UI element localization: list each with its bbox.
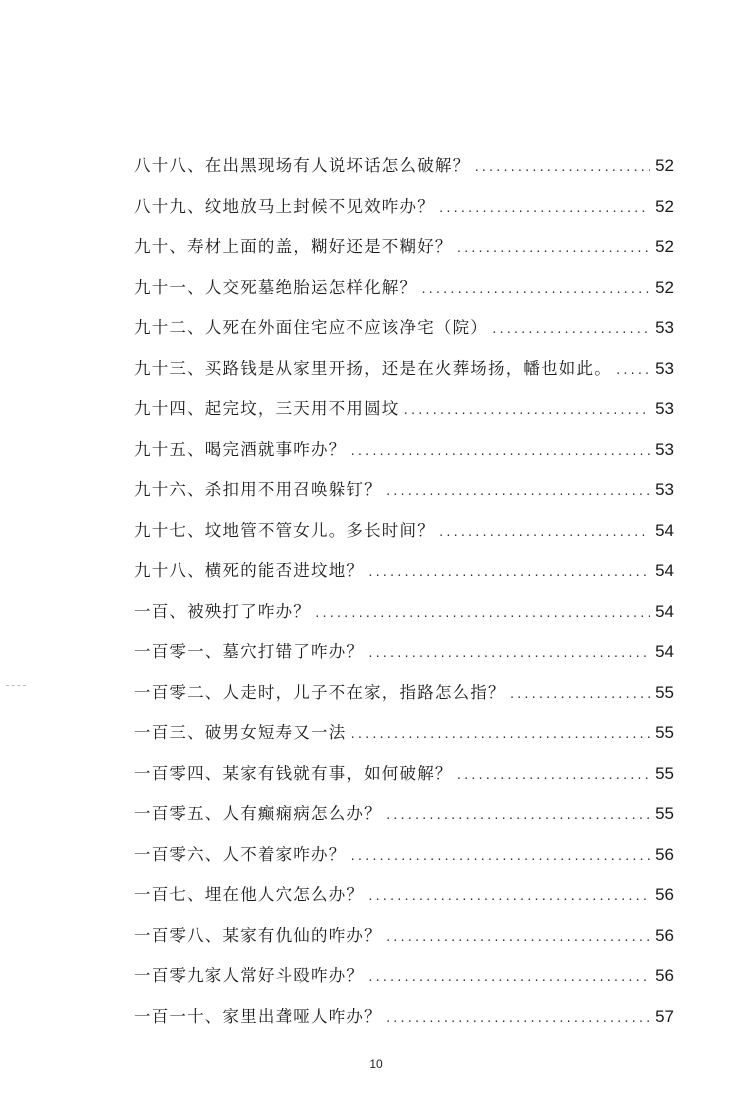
toc-leader-dots	[349, 432, 650, 473]
toc-leader-dots	[456, 756, 650, 797]
toc-entry-page: 54	[655, 642, 674, 661]
toc-entry-title: 一百零五、人有癫痫病怎么办？	[134, 804, 382, 823]
toc-entry	[134, 389, 674, 430]
toc-entry	[134, 470, 674, 511]
toc-entry	[134, 268, 674, 309]
toc-leader-dots	[367, 877, 650, 918]
toc-leader-dots	[438, 189, 650, 230]
toc-entry-page: 56	[655, 925, 674, 945]
toc-entry	[134, 794, 674, 835]
toc-entry-page: 56	[655, 885, 674, 904]
toc-entry-page: 53	[655, 318, 674, 337]
toc-entry-title: 八十九、纹地放马上封候不见效咋办？	[134, 196, 435, 216]
toc-entry-title: 一百、被殃打了咋办？	[134, 601, 311, 621]
toc-entry-title: 一百零八、某家有仇仙的咋办？	[134, 925, 382, 945]
toc-leader-dots	[403, 391, 651, 432]
toc-entry-page: 52	[655, 237, 674, 256]
margin-mark	[6, 685, 26, 686]
toc-leader-dots	[509, 675, 650, 716]
toc-leader-dots	[314, 594, 650, 635]
toc-leader-dots	[456, 229, 650, 270]
toc-leader-dots	[385, 472, 650, 513]
toc-leader-dots	[438, 513, 650, 554]
toc-entry-page: 52	[655, 196, 674, 216]
toc-entry-title: 一百零二、人走时，儿子不在家，指路怎么指？	[134, 682, 506, 702]
toc-entry-title: 九十二、人死在外面住宅应不应该净宅（院）	[134, 318, 488, 337]
toc-entry-page: 55	[655, 804, 674, 823]
toc-entry-title: 九十五、喝完酒就事咋办？	[134, 439, 347, 459]
toc-entry-title: 一百零四、某家有钱就有事，如何破解？	[134, 763, 453, 783]
toc-entry-title: 九十一、人交死墓绝胎运怎样化解？	[134, 277, 418, 297]
toc-entry-page: 53	[655, 399, 674, 418]
toc-entry-title: 一百一十、家里出聋哑人咋办？	[134, 1006, 382, 1026]
toc-entry	[134, 673, 674, 714]
toc-leader-dots	[367, 553, 650, 594]
toc-entry-page: 53	[655, 439, 674, 459]
toc-entry-title: 九十四、起完坟，三天用不用圆坟	[134, 399, 400, 418]
toc-leader-dots	[615, 351, 650, 392]
toc-leader-dots	[367, 634, 650, 675]
toc-entry	[134, 227, 674, 268]
toc-entry-title: 九十六、杀扣用不用召唤躲钉？	[134, 480, 382, 499]
toc-leader-dots	[473, 148, 650, 189]
toc-entry-title: 九十八、横死的能否进坟地？	[134, 561, 365, 580]
toc-leader-dots	[420, 270, 650, 311]
toc-entry-page: 56	[655, 966, 674, 985]
toc-entry	[134, 511, 674, 552]
toc-entry	[134, 349, 674, 390]
toc-entry-title: 一百七、埋在他人穴怎么办？	[134, 885, 365, 904]
toc-entry-page: 57	[655, 1006, 674, 1026]
toc-entry	[134, 875, 674, 916]
toc-entry-page: 52	[655, 156, 674, 175]
toc-entry-title: 一百零九家人常好斗殴咋办？	[134, 966, 365, 985]
page-number: 10	[369, 1057, 383, 1071]
toc-entry-title: 一百三、破男女短寿又一法	[134, 723, 347, 742]
toc-entry-page: 55	[655, 763, 674, 783]
toc-entry	[134, 997, 674, 1038]
toc-entry-page: 52	[655, 277, 674, 297]
toc-entry	[134, 430, 674, 471]
toc-leader-dots	[349, 715, 650, 756]
toc-entry-page: 54	[655, 601, 674, 621]
toc-entry-title: 九十七、坟地管不管女儿。多长时间？	[134, 520, 435, 540]
toc-entry-page: 55	[655, 682, 674, 702]
toc-entry	[134, 754, 674, 795]
toc-leader-dots	[385, 796, 650, 837]
toc-entry	[134, 308, 674, 349]
toc-entry-title: 一百零一、墓穴打错了咋办？	[134, 642, 365, 661]
toc-entry-title: 九十、寿材上面的盖，糊好还是不糊好？	[134, 237, 453, 256]
toc-entry	[134, 592, 674, 633]
toc-leader-dots	[385, 918, 650, 959]
toc-leader-dots	[385, 999, 650, 1040]
toc-entry-title: 九十三、买路钱是从家里开扬，还是在火葬场扬，幡也如此。	[134, 358, 612, 378]
toc-entry-page: 56	[655, 844, 674, 864]
toc-entry	[134, 916, 674, 957]
toc-entry	[134, 632, 674, 673]
toc-entry-title: 一百零六、人不着家咋办？	[134, 844, 347, 864]
toc-entry-page: 54	[655, 520, 674, 540]
toc-entry-page: 54	[655, 561, 674, 580]
toc-entry	[134, 835, 674, 876]
toc-entry-title: 八十八、在出黑现场有人说坏话怎么破解？	[134, 156, 471, 175]
toc-entry	[134, 187, 674, 228]
toc-entry-page: 53	[655, 480, 674, 499]
toc-entry-page: 53	[655, 358, 674, 378]
table-of-contents	[134, 146, 674, 1037]
toc-entry	[134, 956, 674, 997]
toc-entry	[134, 146, 674, 187]
toc-leader-dots	[491, 310, 650, 351]
toc-leader-dots	[367, 958, 650, 999]
toc-entry	[134, 713, 674, 754]
toc-leader-dots	[349, 837, 650, 878]
toc-entry-page: 55	[655, 723, 674, 742]
toc-entry	[134, 551, 674, 592]
